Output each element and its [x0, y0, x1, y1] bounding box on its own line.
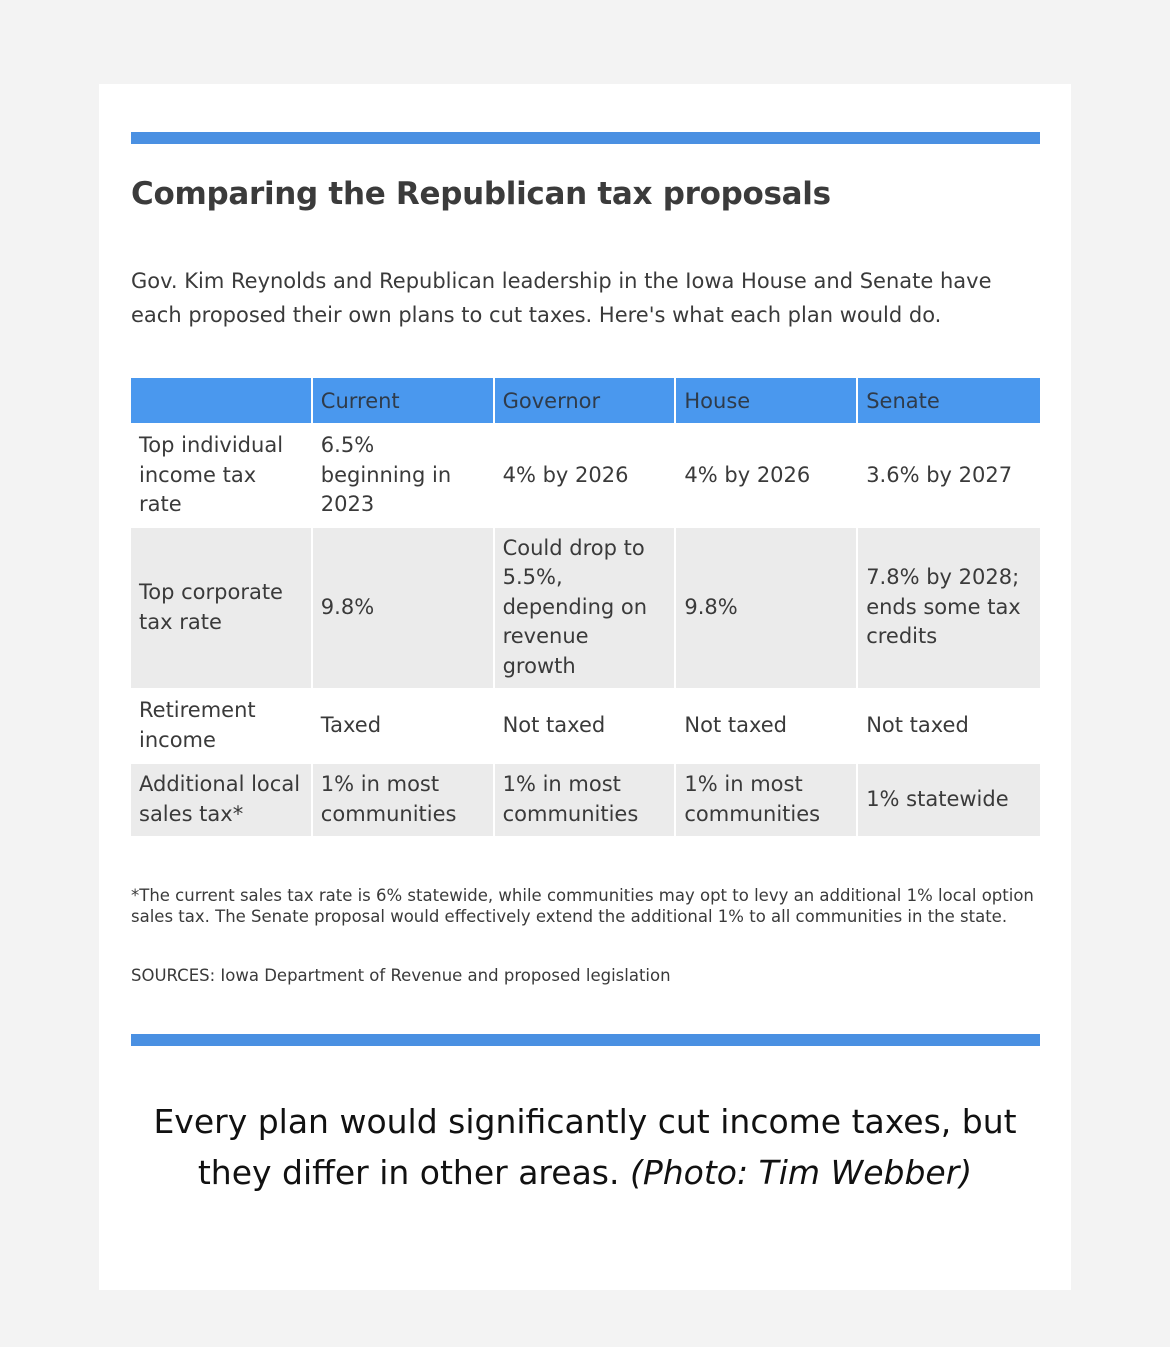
graphic-card: [99, 84, 1071, 1290]
row-label: Additional local sales tax*: [131, 762, 313, 836]
cell-governor: Could drop to 5.5%, depending on revenue growth: [495, 526, 677, 688]
cell-senate: 1% statewide: [858, 762, 1040, 836]
table-header-row: [131, 378, 1040, 423]
cell-house: 9.8%: [676, 526, 858, 688]
footnote: *The current sales tax rate is 6% statewide, while communities may opt to levy an additional 1% local option sales tax. The Senate proposal would effectively extend the additional 1% to all communities in the state.: [131, 886, 1034, 926]
cell-house: 1% in most communities: [676, 762, 858, 836]
header-governor: Governor: [495, 378, 677, 423]
header-house: House: [676, 378, 858, 423]
row-label: Top individual income tax rate: [131, 423, 313, 526]
cell-current: 9.8%: [313, 526, 495, 688]
table-row: [131, 762, 1040, 836]
cell-house: 4% by 2026: [676, 423, 858, 526]
bottom-accent-rule: [131, 1034, 1040, 1046]
header-senate: Senate: [858, 378, 1040, 423]
cell-senate: 3.6% by 2027: [858, 423, 1040, 526]
row-label: Retirement income: [131, 688, 313, 762]
top-accent-rule: [131, 132, 1040, 144]
cell-senate: Not taxed: [858, 688, 1040, 762]
table-row: [131, 526, 1040, 688]
cell-house: Not taxed: [676, 688, 858, 762]
cell-current: 6.5% beginning in 2023: [313, 423, 495, 526]
cell-senate: 7.8% by 2028; ends some tax credits: [858, 526, 1040, 688]
header-current: Current: [313, 378, 495, 423]
cell-governor: Not taxed: [495, 688, 677, 762]
tax-comparison-table: [131, 378, 1040, 836]
cell-current: 1% in most communities: [313, 762, 495, 836]
intro-text: Gov. Kim Reynolds and Republican leadership in the Iowa House and Senate have each proposed their own plans to cut taxes. Here's what each plan would do.: [131, 269, 992, 327]
sources-line: SOURCES: Iowa Department of Revenue and proposed legislation: [131, 966, 671, 985]
table-row: [131, 423, 1040, 526]
table-row: [131, 688, 1040, 762]
caption-text: Every plan would significantly cut income taxes, but they differ in other areas.: [153, 1102, 1017, 1192]
cell-governor: 4% by 2026: [495, 423, 677, 526]
cell-current: Taxed: [313, 688, 495, 762]
photo-caption: [119, 1096, 1051, 1198]
graphic-title: Comparing the Republican tax proposals: [131, 176, 831, 212]
row-label: Top corporate tax rate: [131, 526, 313, 688]
cell-governor: 1% in most communities: [495, 762, 677, 836]
header-blank: [131, 378, 313, 423]
photo-credit: (Photo: Tim Webber): [629, 1153, 973, 1192]
